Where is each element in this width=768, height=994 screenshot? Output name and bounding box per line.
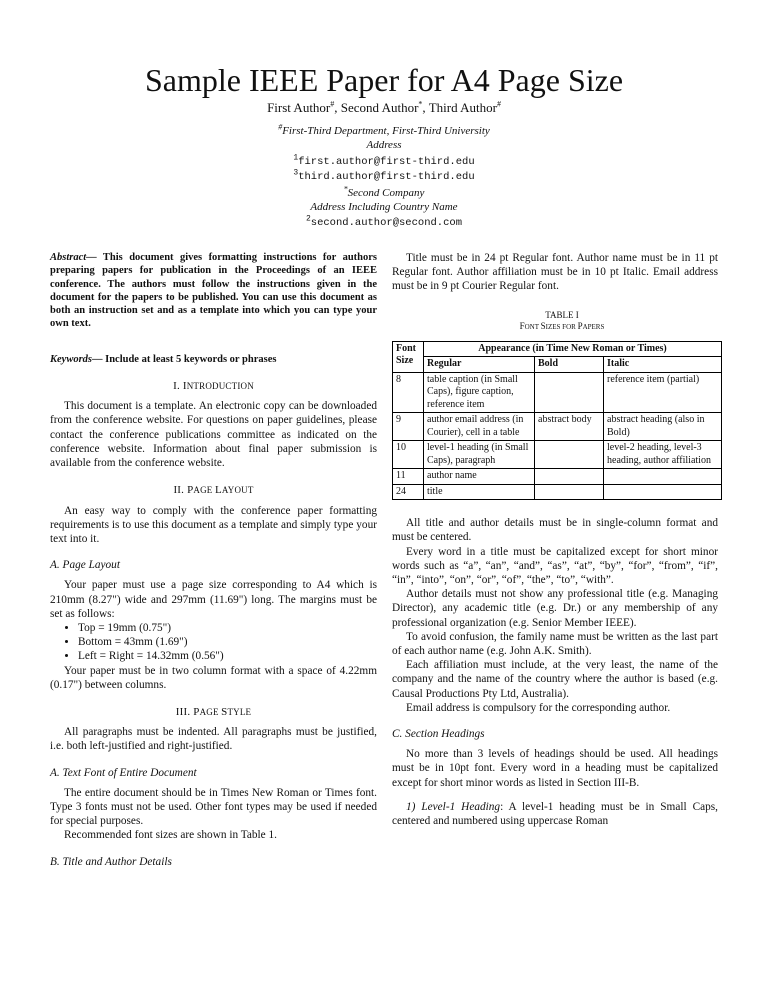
affiliation-company: Second Company (347, 187, 425, 199)
header-appearance: Appearance (in Time New Roman or Times) (424, 341, 722, 357)
subsection-heading: C. Section Headings (392, 727, 485, 740)
subsection-heading: B. Title and Author Details (50, 855, 172, 868)
paragraph: Your paper must use a page size corresponding to A4 which is 210mm (8.27") wide and 297mm (11.69") long. The margins must be set as follows: (50, 579, 377, 620)
section-title-cap: I (182, 380, 187, 393)
section-heading-page-style (50, 705, 377, 719)
cell-regular: author name (424, 469, 535, 485)
section-title-rest: AYOUT (221, 485, 254, 496)
paragraph: Every word in a title must be capitalized except for short minor words such as “a”, “an”, “and”, “as”, “at”, “by”, “for”, “from”, “if”, “in”, “into”, “on”, “or”, “of”, “the”, “to”, “with”. (392, 545, 718, 586)
margin-list (50, 621, 377, 664)
author-separator: , (422, 100, 429, 115)
section-title-cap: P (187, 484, 194, 497)
table-label: TABLE I (545, 309, 579, 320)
subsection-heading: A. Text Font of Entire Document (50, 766, 197, 779)
cell-italic: reference item (partial) (604, 372, 722, 413)
affiliation-first (0, 124, 768, 138)
abstract (50, 251, 377, 331)
affiliation-mark: * (343, 184, 348, 194)
paragraph: All title and author details must be in single-column format and must be centered. (392, 517, 718, 544)
cell-italic: abstract heading (also in Bold) (604, 413, 722, 441)
email-address: first.author@first-third.edu (298, 156, 475, 168)
subsection-heading: A. Page Layout (50, 559, 120, 572)
table-row (393, 484, 722, 500)
right-column (392, 251, 718, 828)
paragraph-text: : A level-1 heading must be in Small Caps, centered and numbered using uppercase Roman (392, 800, 718, 827)
paragraph: Your paper must be in two column format with a space of 4.22mm (0.17") between columns. (50, 664, 377, 691)
cell-bold (535, 441, 604, 469)
paragraph: To avoid confusion, the family name must be written as the last part of each author name (e.g. John A.K. Smith). (392, 630, 718, 657)
paper-title: Sample IEEE Paper for A4 Page Size (144, 62, 624, 98)
table-header-row (393, 357, 722, 373)
cell-italic (604, 469, 722, 485)
paragraph: No more than 3 levels of headings should be used. All headings must be in 10pt font. Every word in a heading must be capitalized except for short minor words as listed in Section III-B. (392, 748, 718, 789)
cell-regular: table caption (in Small Caps), figure caption, reference item (424, 372, 535, 413)
affiliation-mark: # (278, 122, 283, 132)
author-list (0, 100, 768, 116)
list-item: • Bottom = 43mm (1.69") (78, 635, 377, 649)
table-row (393, 441, 722, 469)
cell-size: 9 (393, 413, 424, 441)
paragraph: This document is a template. An electronic copy can be downloaded from the conference website. For questions on paper guidelines, please contact the conference publications committee as indicated on the conference website. Information about final paper submission is available from the conference website. (50, 400, 377, 470)
section-number: II. (173, 484, 188, 497)
section-title-rest: AGE (193, 485, 215, 496)
author-name: Third Author (428, 100, 497, 115)
affiliation-dept: First-Third Department, First-Third University (282, 125, 490, 137)
author-name: Second Author (340, 100, 419, 115)
caption-cap: S (540, 320, 546, 331)
keywords-label: Keywords (50, 353, 92, 365)
email-mark: 1 (293, 153, 299, 163)
affiliation-address: Address Including Country Name (310, 201, 458, 213)
section-title-cap: S (221, 705, 228, 718)
abstract-dash: — (86, 252, 103, 263)
keywords (50, 353, 377, 366)
paragraph: Each affiliation must include, at the very least, the name of the company and the name of the country where the author is based (e.g. Causal Productions Pty Ltd, Australia). (392, 659, 718, 700)
cell-bold (535, 372, 604, 413)
cell-size: 11 (393, 469, 424, 485)
list-item: • Top = 19mm (0.75") (78, 621, 377, 635)
section-number: III. (175, 705, 194, 718)
section-title-rest: AGE (199, 706, 222, 717)
cell-italic: level-2 heading, level-3 heading, author affiliation (604, 441, 722, 469)
caption-rest: ONT (524, 322, 541, 331)
header-italic: Italic (604, 357, 722, 373)
paragraph: Author details must not show any professional title (e.g. Managing Director), any academic title (e.g. Dr.) or any membership of any professional organization (e.g. Senior Member IEEE). (392, 588, 718, 629)
abstract-text: This document gives formatting instructions for authors preparing papers for publication in the Proceedings of an IEEE conference. The authors must follow the instructions given in the document for the papers to be published. You can use this document as both an instruction set and as a template into which you can type your own text. (50, 252, 377, 330)
email-mark: 2 (305, 214, 311, 224)
email-mark: 3 (293, 168, 299, 178)
table-row (393, 469, 722, 485)
author-mark: * (418, 99, 423, 109)
caption-rest: APERS (582, 322, 605, 331)
author-name: First Author (267, 100, 331, 115)
paragraph: Email address is compulsory for the corresponding author. (406, 701, 671, 714)
cell-regular: title (424, 484, 535, 500)
cell-bold: abstract body (535, 413, 604, 441)
table-block (392, 310, 718, 501)
cell-size: 8 (393, 372, 424, 413)
paragraph: Recommended font sizes are shown in Table 1. (64, 829, 277, 842)
cell-italic (604, 484, 722, 500)
cell-size: 24 (393, 484, 424, 500)
section-heading-introduction (50, 379, 377, 393)
list-item: • Left = Right = 14.32mm (0.56") (78, 649, 377, 663)
affiliation-address: Address (366, 139, 402, 151)
header-font-size: Font Size (393, 341, 424, 372)
paragraph: The entire document should be in Times New Roman or Times font. Type 3 fonts must not be used. Other font types may be used if needed for special purposes. (50, 786, 377, 828)
caption-rest: IZES FOR (545, 322, 578, 331)
paragraph: Title must be in 24 pt Regular font. Author name must be in 11 pt Regular font. Author affiliation must be in 10 pt Italic. Email address must be in 9 pt Courier Regular font. (392, 252, 718, 293)
caption-cap: F (519, 320, 525, 331)
cell-bold (535, 469, 604, 485)
table-row (393, 372, 722, 413)
affiliation-second (0, 186, 768, 200)
abstract-label: Abstract (50, 252, 87, 263)
paragraph (392, 800, 718, 828)
cell-size: 10 (393, 441, 424, 469)
table-row (393, 413, 722, 441)
section-title-cap: P (193, 705, 200, 718)
author-email (0, 216, 768, 230)
cell-regular: author email address (in Courier), cell in a table (424, 413, 535, 441)
header-regular: Regular (424, 357, 535, 373)
keywords-dash: — (92, 353, 106, 365)
email-address: second.author@second.com (310, 217, 463, 229)
table-caption (392, 321, 718, 333)
keywords-text: Include at least 5 keywords or phrases (105, 353, 277, 365)
right-text-body (392, 516, 718, 828)
paragraph: An easy way to comply with the conference paper formatting requirements is to use this document as a template and simply type your text into it. (50, 504, 377, 545)
paragraph: All paragraphs must be indented. All paragraphs must be justified, i.e. both left-justified and right-justified. (50, 726, 377, 753)
left-column (50, 251, 377, 875)
author-mark: # (496, 99, 501, 109)
section-title-rest: NTRODUCTION (186, 381, 254, 392)
email-address: third.author@first-third.edu (298, 171, 475, 183)
author-mark: # (330, 99, 335, 109)
section-title-rest: TYLE (227, 706, 252, 717)
section-title-cap: L (214, 484, 222, 497)
caption-cap: P (577, 320, 583, 331)
author-email (0, 155, 768, 169)
font-size-table (392, 341, 722, 501)
header-bold: Bold (535, 357, 604, 373)
level1-heading-lead: 1) Level-1 Heading (406, 800, 501, 813)
cell-bold (535, 484, 604, 500)
cell-regular: level-1 heading (in Small Caps), paragraph (424, 441, 535, 469)
table-header-row (393, 341, 722, 357)
section-heading-page-layout (50, 483, 377, 497)
author-email (0, 170, 768, 184)
section-number: I. (173, 380, 183, 393)
author-separator: , (334, 100, 341, 115)
